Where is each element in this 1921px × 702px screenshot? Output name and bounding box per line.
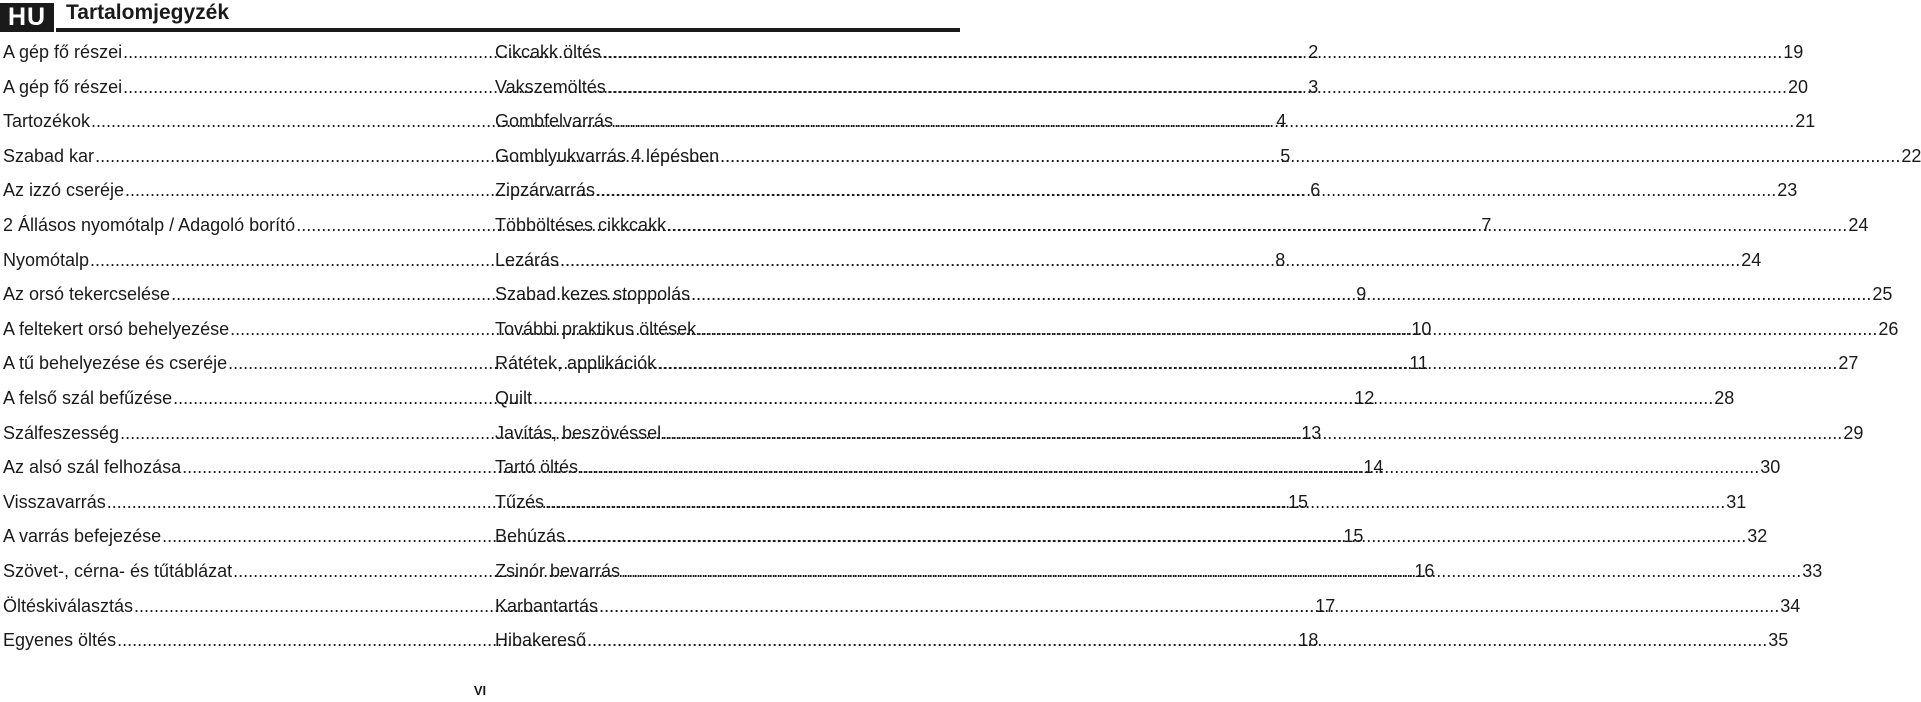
toc-entry-page: 21 — [1795, 111, 1816, 132]
toc-entry-label: További praktikus öltések — [495, 318, 697, 339]
toc-entry-page: 22 — [1901, 145, 1921, 166]
page-number: VI — [473, 683, 487, 698]
toc-entry-label: A tű behelyezése és cseréje — [3, 353, 228, 374]
toc-entry-page: 6 — [1310, 180, 1321, 201]
toc-entry-label: Quilt — [495, 387, 533, 408]
page-header — [0, 0, 960, 34]
toc-entry-label: Behúzás — [495, 526, 566, 547]
toc-entry-page: 24 — [1848, 214, 1869, 235]
toc-entry-label: Gomblyukvarrás 4 lépésben — [495, 145, 720, 166]
toc-entry-label: A felső szál befűzése — [3, 387, 173, 408]
toc-entry-page: 17 — [1315, 595, 1336, 616]
leader-dots — [533, 383, 1713, 413]
toc-entry-page: 18 — [1298, 630, 1319, 651]
toc-entry-page: 29 — [1843, 422, 1864, 443]
toc-entry-page: 28 — [1714, 387, 1735, 408]
toc-entry-page: 33 — [1802, 560, 1823, 581]
toc-entry-page: 20 — [1787, 76, 1808, 97]
toc-entry[interactable] — [495, 141, 1921, 176]
leader-dots — [691, 279, 1871, 309]
toc-entry-label: Rátétek, applikációk — [495, 353, 657, 374]
toc-entry[interactable] — [495, 106, 1816, 141]
toc-entry-label: A gép fő részei — [3, 42, 123, 62]
toc-entry-page: 35 — [1768, 630, 1789, 651]
toc-entry[interactable] — [495, 279, 1893, 314]
toc-entry-label: Az izzó cseréje — [3, 180, 125, 201]
toc-entry-page: 34 — [1780, 595, 1801, 616]
toc-entry-label: A varrás befejezése — [3, 526, 162, 547]
toc-entry-page: 14 — [1363, 457, 1384, 478]
leader-dots — [587, 625, 1767, 655]
toc-entry-label: Gombfelvarrás — [495, 111, 614, 132]
leader-dots — [566, 521, 1746, 551]
toc-entry-label: Zsinór bevarrás — [495, 560, 621, 581]
toc-entry-label: 2 Állásos nyomótalp / Adagoló borító — [3, 214, 296, 235]
toc-entry-label: Lezárás — [495, 249, 560, 270]
toc-entry-label: Hibakereső — [495, 630, 587, 651]
leader-dots — [667, 210, 1847, 240]
language-badge: HU — [0, 3, 54, 32]
toc-entry-label: Zipzárvarrás — [495, 180, 596, 201]
toc-entry-page: 5 — [1280, 145, 1291, 166]
toc-entry-label: Szabad kar — [3, 145, 95, 166]
leader-dots — [720, 141, 1900, 171]
toc-entry-label: Tűzés — [495, 491, 545, 512]
header-rule — [56, 28, 960, 32]
toc-entry-page: 27 — [1838, 353, 1859, 374]
toc-entry-page: 26 — [1878, 318, 1899, 339]
toc-entry-page: 7 — [1481, 214, 1492, 235]
leader-dots — [602, 37, 1782, 67]
leader-dots — [545, 487, 1725, 517]
toc-entry[interactable] — [495, 37, 1804, 72]
leader-dots — [614, 106, 1794, 136]
toc-entry-page: 15 — [1287, 491, 1308, 512]
leader-dots — [697, 314, 1877, 344]
toc-entry-page: 19 — [1783, 42, 1804, 62]
leader-dots — [599, 591, 1779, 621]
toc-entry[interactable] — [495, 245, 1762, 280]
leader-dots — [560, 245, 1740, 275]
toc-entry-label: Egyenes öltés — [3, 630, 117, 651]
toc-entry-label: Visszavarrás — [3, 491, 106, 512]
toc-entry-page: 4 — [1276, 111, 1287, 132]
toc-entry-label: Az alsó szál felhozása — [3, 457, 182, 478]
toc-entry-page: 16 — [1414, 560, 1435, 581]
toc-entry-page: 32 — [1747, 526, 1768, 547]
toc-entry-label: Tartó öltés — [495, 457, 579, 478]
toc-entry-page: 2 — [1308, 42, 1319, 62]
toc-entry-label: Nyomótalp — [3, 249, 90, 270]
leader-dots — [579, 452, 1759, 482]
toc-entry[interactable] — [495, 72, 1808, 107]
toc-entry-label: Tartozékok — [3, 111, 91, 132]
toc-entry-label: A feltekert orsó behelyezése — [3, 318, 230, 339]
leader-dots — [607, 72, 1787, 102]
toc-entry-label: Cikcakk öltés — [495, 42, 602, 62]
toc-entry-label: Az orsó tekercselése — [3, 284, 171, 305]
leader-dots — [596, 175, 1776, 205]
toc-entry-label: Szálfeszesség — [3, 422, 120, 443]
toc-entry-page: 30 — [1760, 457, 1781, 478]
toc-entry-label: A gép fő részei — [3, 76, 123, 97]
toc-entry-page: 8 — [1275, 249, 1286, 270]
toc-entry-label: Vakszemöltés — [495, 76, 606, 97]
toc-entry-page: 25 — [1872, 284, 1893, 305]
toc-entry-label: Szövet-, cérna- és tűtáblázat — [3, 560, 233, 581]
page-title: Tartalomjegyzék — [66, 1, 230, 24]
toc-entry-page: 3 — [1308, 76, 1319, 97]
toc-entry-page: 23 — [1777, 180, 1798, 201]
toc-entry-page: 12 — [1354, 387, 1375, 408]
toc-entry-label: Javítás, beszövéssel — [495, 422, 662, 443]
toc-entry-page: 13 — [1301, 422, 1322, 443]
toc-entry-label: Szabad kezes stoppolás — [495, 284, 691, 305]
toc-entry-page: 10 — [1411, 318, 1432, 339]
toc-entry[interactable] — [495, 175, 1798, 210]
toc-entry-page: 15 — [1343, 526, 1364, 547]
leader-dots — [621, 556, 1801, 586]
toc-entry-page: 11 — [1409, 353, 1429, 374]
toc-entry-page: 24 — [1741, 249, 1762, 270]
toc-entry-page: 31 — [1726, 491, 1747, 512]
toc-entry-label: Karbantartás — [495, 595, 599, 616]
toc-entry[interactable] — [495, 210, 1869, 245]
leader-dots — [662, 418, 1842, 448]
toc-entry-label: Öltéskiválasztás — [3, 595, 134, 616]
toc-entry-label: Többöltéses cikkcakk — [495, 214, 667, 235]
leader-dots — [657, 348, 1837, 378]
toc-entry-page: 9 — [1356, 284, 1367, 305]
